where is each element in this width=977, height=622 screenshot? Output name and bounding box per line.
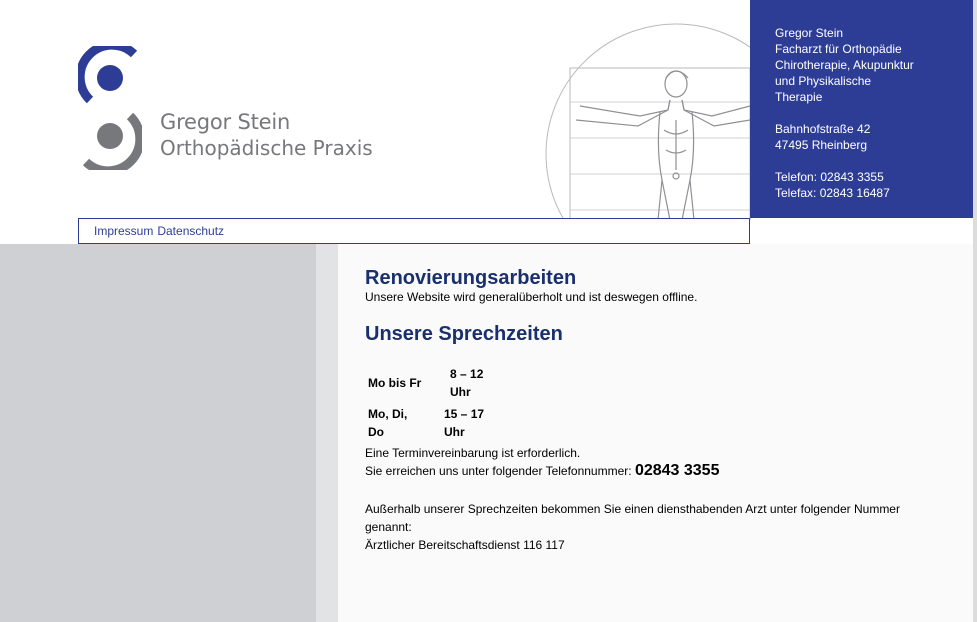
- outside-hours-block: [365, 500, 915, 554]
- gutter: [316, 244, 338, 622]
- header-right-spacer: [750, 218, 973, 244]
- phone-number: 02843 3355: [634, 462, 720, 479]
- hours-heading: Unsere Sprechzeiten: [365, 323, 563, 345]
- spacer: [775, 153, 973, 169]
- contact-panel: [750, 0, 973, 218]
- brand-subtitle: Orthopädische Praxis: [160, 136, 373, 160]
- practice-logo-icon: [78, 46, 142, 170]
- contact-line: Facharzt für Orthopädie: [775, 42, 902, 56]
- page-right-edge: [973, 0, 977, 622]
- hours-days: Mo, Di,: [368, 407, 408, 421]
- contact-line: und Physikalische: [775, 74, 872, 88]
- address-street: Bahnhofstraße 42: [775, 122, 871, 136]
- hours-days-cont: Do: [368, 425, 384, 439]
- hours-days: Mo bis Fr: [368, 376, 422, 390]
- appointment-text: Eine Terminvereinbarung ist erforderlich.: [365, 446, 581, 460]
- emergency-text: Ärztlicher Bereitschaftsdienst 116 117: [365, 538, 565, 552]
- renovation-heading: Renovierungsarbeiten: [365, 267, 577, 289]
- phone-line: [365, 462, 719, 480]
- nav-bar: [78, 218, 750, 244]
- hours-time-unit: Uhr: [450, 385, 471, 399]
- hours-time-unit: Uhr: [444, 425, 465, 439]
- contact-fax: Telefax: 02843 16487: [775, 186, 890, 200]
- nav-link-datenschutz[interactable]: Datenschutz: [157, 224, 225, 238]
- spacer: [775, 105, 973, 121]
- outside-hours-text: Außerhalb unserer Sprechzeiten bekommen Sie einen diensthabenden Arzt unter folgender Nummer genannt:: [365, 502, 900, 534]
- nav-link-impressum[interactable]: Impressum: [94, 224, 154, 238]
- phone-intro: Sie erreichen uns unter folgender Telefonnummer:: [365, 464, 635, 478]
- contact-phone: Telefon: 02843 3355: [775, 170, 884, 184]
- address-city: 47495 Rheinberg: [775, 138, 868, 152]
- brand-name: Gregor Stein: [160, 110, 291, 134]
- renovation-text: Unsere Website wird generalüberholt und ist deswegen offline.: [365, 290, 698, 304]
- hours-time: 8 – 12: [450, 367, 484, 381]
- contact-line: Chirotherapie, Akupunktur: [775, 58, 914, 72]
- contact-line: Therapie: [775, 90, 823, 104]
- hours-time: 15 – 17: [444, 407, 485, 421]
- contact-line: Gregor Stein: [775, 26, 844, 40]
- vitruvian-man-icon: [540, 20, 752, 220]
- left-gray-panel: [0, 244, 316, 622]
